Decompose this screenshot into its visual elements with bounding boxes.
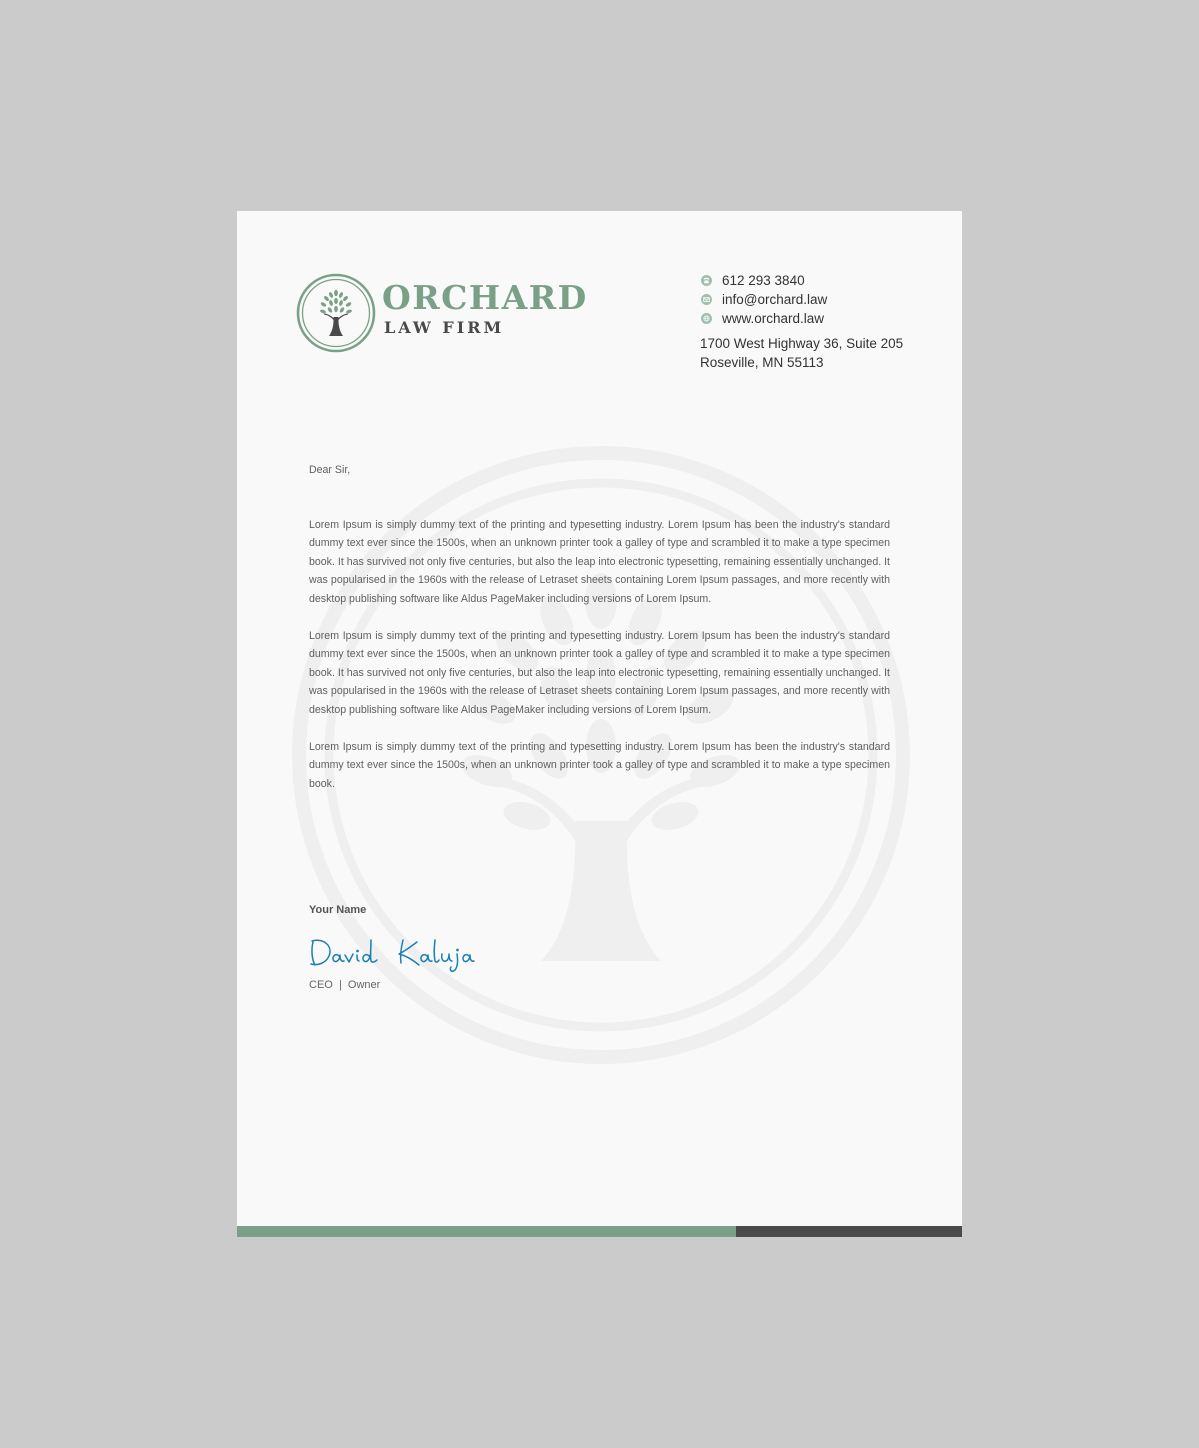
mailing-address	[700, 334, 940, 372]
globe-icon	[701, 313, 712, 324]
letterhead-page	[237, 211, 962, 1237]
handwritten-signature	[309, 932, 489, 974]
email-icon	[701, 294, 712, 305]
website-link[interactable]: www.orchard.law	[722, 311, 825, 326]
email-row	[700, 290, 940, 309]
letter-body	[309, 461, 890, 812]
contact-block	[700, 271, 940, 372]
body-paragraph-1: Lorem Ipsum is simply dummy text of the printing and typesetting industry. Lorem Ipsum has been the industry's standard dummy text ever since the 1500s, when an unknown printer took a galley of type and scrambled it to make a type specimen book. It has survived not only five centuries, but also the leap into electronic typesetting, remaining essentially unchanged. It was popularised in the 1960s with the release of Letraset sheets containing Lorem Ipsum passages, and more recently with desktop publishing software like Aldus PageMaker including versions of Lorem Ipsum.	[309, 518, 890, 605]
tree-logo-icon	[296, 273, 376, 353]
body-paragraph-2: Lorem Ipsum is simply dummy text of the printing and typesetting industry. Lorem Ipsum has been the industry's standard dummy text ever since the 1500s, when an unknown printer took a galley of type and scrambled it to make a type specimen book. It has survived not only five centuries, but also the leap into electronic typesetting, remaining essentially unchanged. It was popularised in the 1960s with the release of Letraset sheets containing Lorem Ipsum passages, and more recently with desktop publishing software like Aldus PageMaker including versions of Lorem Ipsum.	[309, 629, 890, 716]
firm-name: ORCHARD	[382, 278, 588, 317]
phone-row	[700, 271, 940, 290]
email-address[interactable]: info@orchard.law	[722, 292, 828, 307]
phone-number[interactable]: 612 293 3840	[722, 273, 805, 288]
website-row	[700, 309, 940, 328]
firm-logo	[296, 273, 596, 353]
address-line-2: Roseville, MN 55113	[700, 355, 824, 370]
signer-role: CEO | Owner	[309, 979, 381, 991]
firm-subtitle: LAW FIRM	[384, 318, 505, 337]
footer-bar-dark	[736, 1226, 962, 1237]
footer-bar-green	[237, 1226, 736, 1237]
body-paragraph-3: Lorem Ipsum is simply dummy text of the printing and typesetting industry. Lorem Ipsum has been the industry's standard dummy text ever since the 1500s, when an unknown printer took a galley of type and scrambled it to make a type specimen book.	[309, 740, 890, 790]
salutation: Dear Sir,	[309, 464, 351, 476]
address-line-1: 1700 West Highway 36, Suite 205	[700, 336, 904, 351]
name-label: Your Name	[309, 904, 367, 916]
signature-block	[309, 904, 609, 991]
phone-icon	[701, 275, 712, 286]
footer-bar	[237, 1226, 962, 1237]
